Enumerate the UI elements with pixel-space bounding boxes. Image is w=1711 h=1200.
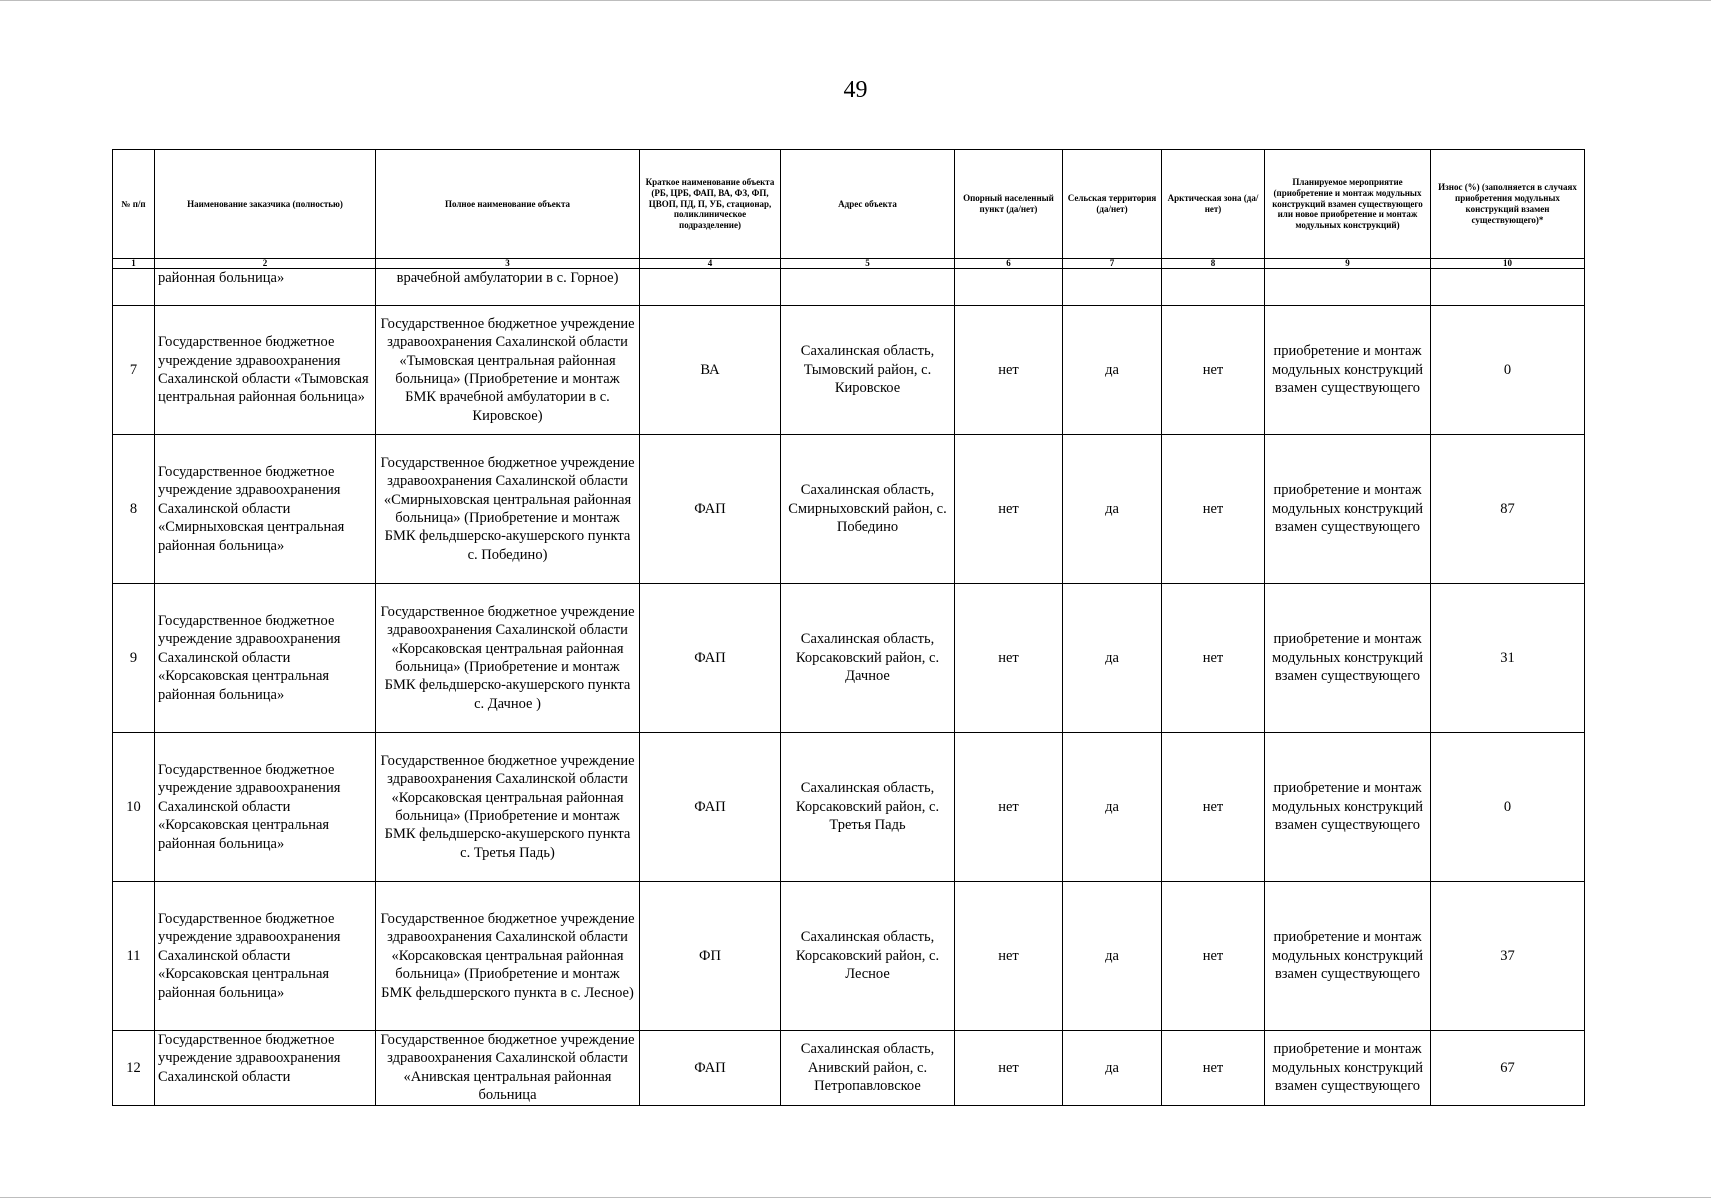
header-rural: Сельская территория (да/нет)	[1063, 150, 1162, 259]
address-cell: Сахалинская область, Тымовский район, с. Кировское	[781, 306, 955, 435]
row-number: 7	[113, 306, 155, 435]
support-point-cell: нет	[955, 882, 1063, 1031]
column-number-row	[113, 259, 1585, 269]
short-name-cell: ФАП	[640, 435, 781, 584]
scan-bottom-edge	[0, 1197, 1711, 1198]
header-wear: Износ (%) (заполняется в случаях приобретения модульных конструкций взамен существующего)*	[1431, 150, 1585, 259]
column-number: 3	[376, 259, 640, 269]
table-row	[113, 1031, 1585, 1106]
customer-cell: Государственное бюджетное учреждение здравоохранения Сахалинской области	[155, 1031, 376, 1106]
column-number: 6	[955, 259, 1063, 269]
column-number: 8	[1162, 259, 1265, 269]
object-cell: Государственное бюджетное учреждение здравоохранения Сахалинской области «Корсаковская центральная районная больница» (Приобретение и монтаж БМК фельдшерско-акушерского пункта с. Дачное )	[376, 584, 640, 733]
wear-cell: 67	[1431, 1031, 1585, 1106]
arctic-cell: нет	[1162, 882, 1265, 1031]
rural-cell: да	[1063, 435, 1162, 584]
column-number: 2	[155, 259, 376, 269]
column-number: 1	[113, 259, 155, 269]
table-row	[113, 882, 1585, 1031]
wear-cell: 0	[1431, 306, 1585, 435]
objects-table	[112, 149, 1585, 1106]
row-number: 11	[113, 882, 155, 1031]
activity-cell: приобретение и монтаж модульных конструкций взамен существующего	[1265, 584, 1431, 733]
customer-cell: Государственное бюджетное учреждение здравоохранения Сахалинской области «Корсаковская центральная районная больница»	[155, 882, 376, 1031]
table-row	[113, 733, 1585, 882]
activity-cell: приобретение и монтаж модульных конструкций взамен существующего	[1265, 1031, 1431, 1106]
object-cell: Государственное бюджетное учреждение здравоохранения Сахалинской области «Корсаковская центральная районная больница» (Приобретение и монтаж БМК фельдшерского пункта в с. Лесное)	[376, 882, 640, 1031]
table-row	[113, 584, 1585, 733]
object-cell: Государственное бюджетное учреждение здравоохранения Сахалинской области «Тымовская центральная районная больница» (Приобретение и монтаж БМК врачебной амбулатории в с. Кировское)	[376, 306, 640, 435]
header-support-point: Опорный населенный пункт (да/нет)	[955, 150, 1063, 259]
activity-cell: приобретение и монтаж модульных конструкций взамен существующего	[1265, 882, 1431, 1031]
continuation-object: врачебной амбулатории в с. Горное)	[376, 269, 640, 306]
arctic-cell: нет	[1162, 733, 1265, 882]
header-row	[113, 150, 1585, 259]
column-number: 7	[1063, 259, 1162, 269]
arctic-cell: нет	[1162, 306, 1265, 435]
page-number: 49	[843, 77, 868, 103]
short-name-cell: ФП	[640, 882, 781, 1031]
short-name-cell: ФАП	[640, 733, 781, 882]
header-number: № п/п	[113, 150, 155, 259]
short-name-cell: ФАП	[640, 1031, 781, 1106]
header-short-name: Краткое наименование объекта (РБ, ЦРБ, ФАП, ВА, ФЗ, ФП, ЦВОП, ПД, П, УБ, стационар, поликлиническое подразделение)	[640, 150, 781, 259]
row-number: 10	[113, 733, 155, 882]
header-object: Полное наименование объекта	[376, 150, 640, 259]
header-customer: Наименование заказчика (полностью)	[155, 150, 376, 259]
header-arctic: Арктическая зона (да/нет)	[1162, 150, 1265, 259]
wear-cell: 87	[1431, 435, 1585, 584]
row-number: 8	[113, 435, 155, 584]
table-row	[113, 435, 1585, 584]
object-cell: Государственное бюджетное учреждение здравоохранения Сахалинской области «Смирныховская центральная районная больница» (Приобретение и монтаж БМК фельдшерско-акушерского пункта с. Победино)	[376, 435, 640, 584]
object-cell: Государственное бюджетное учреждение здравоохранения Сахалинской области «Корсаковская центральная районная больница» (Приобретение и монтаж БМК фельдшерско-акушерского пункта с. Третья Падь)	[376, 733, 640, 882]
object-cell: Государственное бюджетное учреждение здравоохранения Сахалинской области «Анивская центральная районная больница	[376, 1031, 640, 1106]
address-cell: Сахалинская область, Корсаковский район, с. Третья Падь	[781, 733, 955, 882]
arctic-cell: нет	[1162, 435, 1265, 584]
rural-cell: да	[1063, 882, 1162, 1031]
customer-cell: Государственное бюджетное учреждение здравоохранения Сахалинской области «Смирныховская центральная районная больница»	[155, 435, 376, 584]
row-number: 9	[113, 584, 155, 733]
header-activity: Планируемое мероприятие (приобретение и монтаж модульных конструкций взамен существующего или новое приобретение и монтаж модульных конструкций)	[1265, 150, 1431, 259]
address-cell: Сахалинская область, Смирныховский район, с. Победино	[781, 435, 955, 584]
activity-cell: приобретение и монтаж модульных конструкций взамен существующего	[1265, 306, 1431, 435]
support-point-cell: нет	[955, 306, 1063, 435]
rural-cell: да	[1063, 306, 1162, 435]
rural-cell: да	[1063, 1031, 1162, 1106]
scan-top-edge	[0, 0, 1711, 1]
header-address: Адрес объекта	[781, 150, 955, 259]
customer-cell: Государственное бюджетное учреждение здравоохранения Сахалинской области «Корсаковская центральная районная больница»	[155, 584, 376, 733]
row-number: 12	[113, 1031, 155, 1106]
support-point-cell: нет	[955, 1031, 1063, 1106]
column-number: 5	[781, 259, 955, 269]
address-cell: Сахалинская область, Корсаковский район, с. Дачное	[781, 584, 955, 733]
support-point-cell: нет	[955, 733, 1063, 882]
arctic-cell: нет	[1162, 584, 1265, 733]
arctic-cell: нет	[1162, 1031, 1265, 1106]
support-point-cell: нет	[955, 584, 1063, 733]
short-name-cell: ФАП	[640, 584, 781, 733]
activity-cell: приобретение и монтаж модульных конструкций взамен существующего	[1265, 435, 1431, 584]
wear-cell: 0	[1431, 733, 1585, 882]
short-name-cell: ВА	[640, 306, 781, 435]
address-cell: Сахалинская область, Анивский район, с. Петропавловское	[781, 1031, 955, 1106]
column-number: 4	[640, 259, 781, 269]
column-number: 10	[1431, 259, 1585, 269]
wear-cell: 31	[1431, 584, 1585, 733]
wear-cell: 37	[1431, 882, 1585, 1031]
rural-cell: да	[1063, 584, 1162, 733]
rural-cell: да	[1063, 733, 1162, 882]
activity-cell: приобретение и монтаж модульных конструкций взамен существующего	[1265, 733, 1431, 882]
address-cell: Сахалинская область, Корсаковский район, с. Лесное	[781, 882, 955, 1031]
support-point-cell: нет	[955, 435, 1063, 584]
column-number: 9	[1265, 259, 1431, 269]
continuation-number	[113, 269, 155, 306]
customer-cell: Государственное бюджетное учреждение здравоохранения Сахалинской области «Тымовская центральная районная больница»	[155, 306, 376, 435]
continuation-customer: районная больница»	[155, 269, 376, 306]
table-row	[113, 306, 1585, 435]
continuation-row	[113, 269, 1585, 306]
customer-cell: Государственное бюджетное учреждение здравоохранения Сахалинской области «Корсаковская центральная районная больница»	[155, 733, 376, 882]
